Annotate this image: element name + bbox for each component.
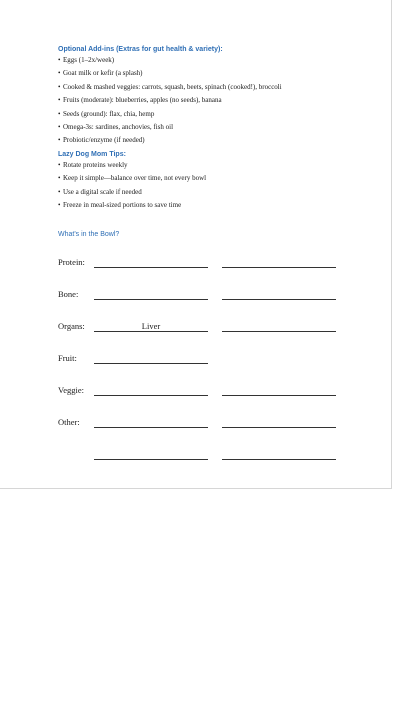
form-row-bone [58,289,378,321]
blank-line[interactable] [94,289,208,300]
row-label: Bone: [58,289,79,299]
bullet-icon: • [58,122,61,131]
blank-line[interactable] [222,321,336,332]
bullet-icon: • [58,56,61,64]
row-label: Fruit: [58,353,77,363]
list-item: • Keep it simple—balance over time, not every bowl [58,174,207,183]
tips-heading: Lazy Dog Mom Tips: [58,150,126,158]
blank-line[interactable] [94,385,208,396]
bullet-icon: • [58,82,61,91]
row-label: Protein: [58,257,85,267]
form-row-other [58,417,378,449]
list-item: • Fruits (moderate): blueberries, apples (no seeds), banana [58,96,222,105]
form-row-protein [58,257,378,289]
blank-line[interactable] [94,257,208,268]
blank-line[interactable] [222,449,336,460]
bullet-icon: • [58,200,61,209]
blank-line[interactable] [94,449,208,460]
blank-line[interactable] [222,289,336,300]
bullet-icon: • [58,136,61,145]
form-row-fruit [58,353,378,385]
list-item: • Rotate proteins weekly [58,160,128,169]
list-item: • Freeze in meal-sized portions to save time [58,200,182,209]
bullet-icon: • [58,187,61,196]
row-label: Other: [58,417,80,427]
blank-line[interactable] [94,417,208,428]
bowl-heading: What's in the Bowl? [58,231,120,238]
blank-line[interactable]: Liver [94,321,208,332]
form-row-organs [58,321,378,353]
list-item: • Seeds (ground): flax, chia, hemp [58,109,155,118]
tips-list [58,160,378,214]
addins-list [58,55,378,149]
bullet-icon: • [58,174,61,183]
list-item: • Eggs (1–2x/week) [58,56,115,64]
list-item: • Use a digital scale if needed [58,187,142,196]
form-row-extra [58,449,378,481]
bullet-icon: • [58,109,61,118]
bullet-icon: • [58,69,61,78]
addins-heading: Optional Add-ins (Extras for gut health & variety): [58,46,223,53]
bullet-icon: • [58,160,61,169]
blank-line[interactable] [222,385,336,396]
blank-line[interactable] [222,417,336,428]
list-item: • Cooked & mashed veggies: carrots, squash, beets, spinach (cooked!), broccoli [58,82,282,91]
blank-line[interactable] [222,257,336,268]
list-item: • Omega-3s: sardines, anchovies, fish oil [58,122,174,131]
row-label: Organs: [58,321,85,331]
row-label: Veggie: [58,385,84,395]
bullet-icon: • [58,96,61,105]
blank-line[interactable] [94,353,208,364]
list-item: • Probiotic/enzyme (if needed) [58,136,145,145]
form-row-veggie [58,385,378,417]
page-content [58,45,378,427]
bowl-form [58,257,378,481]
list-item: • Goat milk or kefir (a splash) [58,69,143,78]
